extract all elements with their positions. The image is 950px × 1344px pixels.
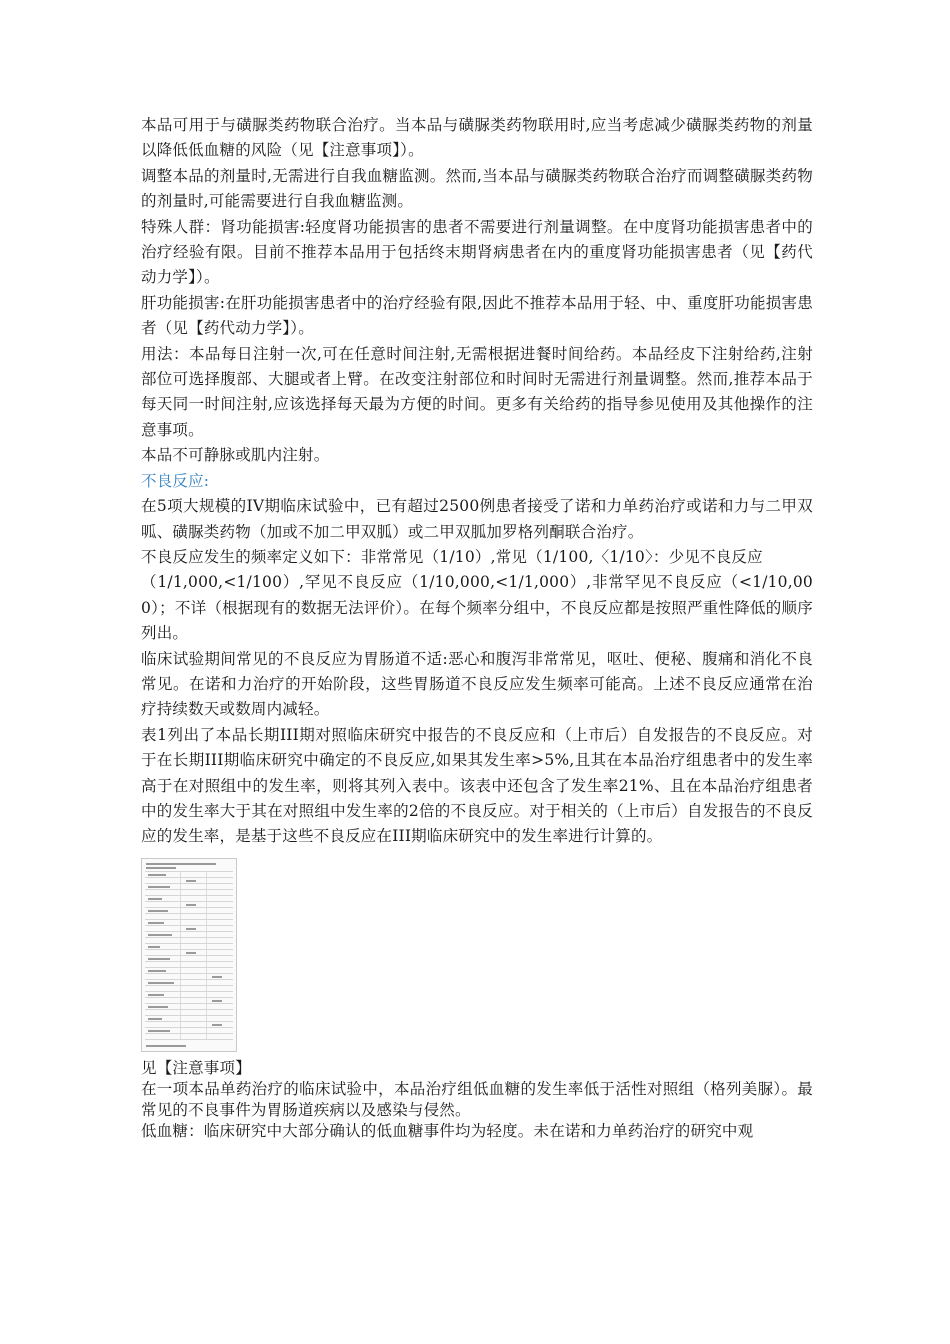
paragraph-frequency-ranges: （1/1,000,<1/100）,罕见不良反应（1/10,000,<1/1,000）,非常罕见不良反应（<1/10,000）；不详（根据现有的数据无法评价）。在每个频率分组中，不良反应都是按照严重性降低的顺序列出。 [141,573,813,643]
paragraph-see-precautions: 见【注意事项】 [141,1058,251,1077]
paragraph-phase-iv-trials: 在5项大规模的IV期临床试验中，已有超过2500例患者接受了诺和力单药治疗或诺和力与二甲双呱、磺脲类药物（加或不加二甲双胍）或二甲双胍加罗格列酮联合治疗。 [141,497,813,541]
paragraph-usage: 用法：本品每日注射一次,可在任意时间注射,无需根据进餐时间给药。本品经皮下注射给药,注射部位可选择腹部、大腿或者上臂。在改变注射部位和时间时无需进行剂量调整。然而,推荐本品于每天同一时间注射,应该选择每天最为方便的时间。更多有关给药的指导参见使用及其他操作的注意事项。 [141,344,813,439]
paragraph-sulfonylurea-combo: 本品可用于与磺脲类药物联合治疗。当本品与磺脲类药物联用时,应当考虑减少磺脲类药物的剂量以降低低血糖的风险（见【注意事项】）。 [141,116,813,160]
paragraph-monotherapy-trial: 在一项本品单药治疗的临床试验中，本品治疗组低血糖的发生率低于活性对照组（格列美脲）。最常见的不良事件为胃肠道疾病以及感染与侵然。 [141,1079,813,1119]
adverse-reaction-table-image [141,858,237,1052]
paragraph-table-description: 表1列出了本品长期III期对照临床研究中报告的不良反应和（上市后）自发报告的不良反应。对于在长期III期临床研究中确定的不良反应,如果其发生率>5%,且其在本品治疗组患者中的发生率高于在对照组中的发生率，则将其列入表中。该表中还包含了发生率21%、且在本品治疗组患者中的发生率大于其在对照组中发生率的2倍的不良反应。对于相关的（上市后）自发报告的不良反应的发生率，是基于这些不良反应在III期临床研究中的发生率进行计算的。 [141,725,813,846]
paragraph-hepatic-impairment: 肝功能损害:在肝功能损害患者中的治疗经验有限,因此不推荐本品用于轻、中、重度肝功能损害患者（见【药代动力学】）。 [141,293,813,338]
paragraph-renal-impairment: 特殊人群：肾功能损害:轻度肾功能损害的患者不需要进行剂量调整。在中度肾功能损害患者中的治疗经验有限。目前不推荐本品用于包括终末期肾病患者在内的重度肾功能损害患者（见【药代动力学】）。 [141,217,813,287]
section-heading-adverse-reactions: 不良反应: [141,471,210,490]
paragraph-frequency-definition: 不良反应发生的频率定义如下：非常常见（1/10）,常见（1/100,〈1/10〉：少见不良反应 [141,547,763,566]
paragraph-hypoglycemia: 低血糖：临床研究中大部分确认的低血糖事件均为轻度。未在诺和力单药治疗的研究中观 [141,1121,754,1140]
paragraph-gi-adverse-reactions: 临床试验期间常见的不良反应为胃肠道不适:恶心和腹泻非常常见，呕吐、便秘、腹痛和消化不良常见。在诺和力治疗的开始阶段，这些胃肠道不良反应发生频率可能高。上述不良反应通常在治疗持续数天或数周内减轻。 [141,649,813,719]
paragraph-no-iv-im: 本品不可静脉或肌内注射。 [141,446,330,465]
document-body [141,113,813,1142]
paragraph-dose-adjustment: 调整本品的剂量时,无需进行自我血糖监测。然而,当本品与磺脲类药物联合治疗而调整磺脲类药物的剂量时,可能需要进行自我血糖监测。 [141,166,813,211]
